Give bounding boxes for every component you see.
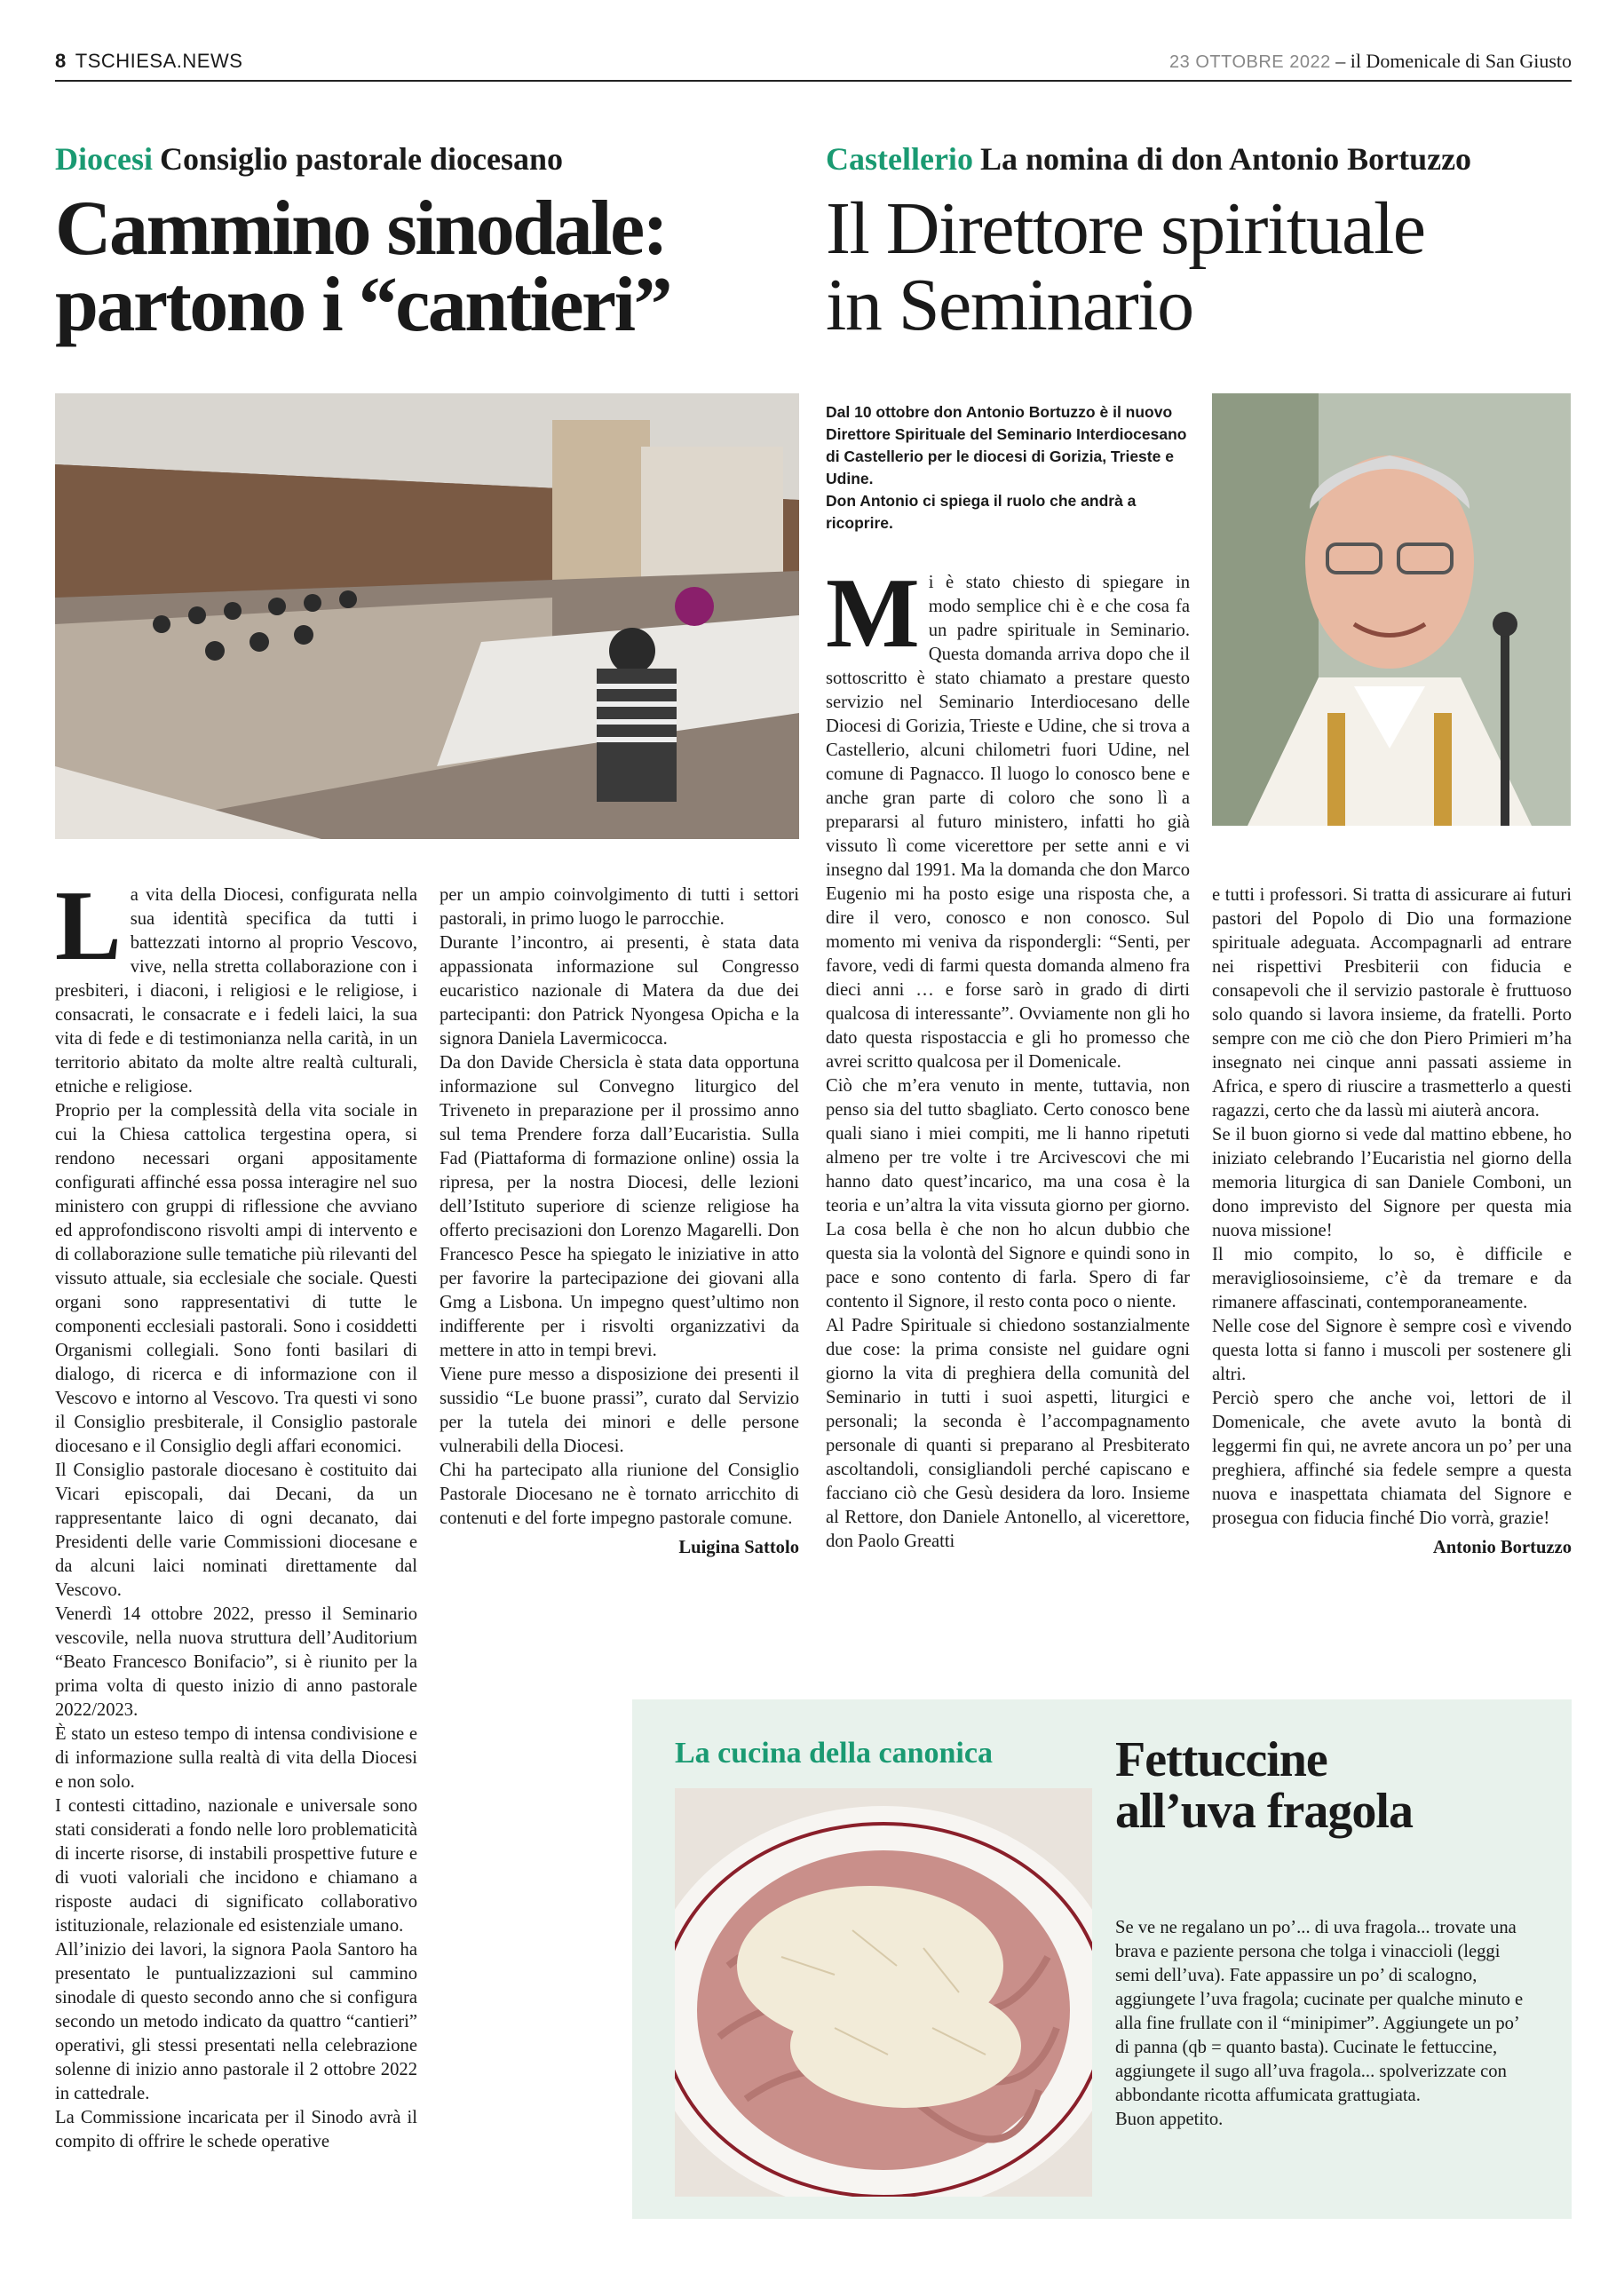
paragraph: Il mio compito, lo so, è difficile e meravigliosoinsieme, c’è da tremare e da rimanere affascinati, contemporaneamente. [1212,1245,1572,1312]
right-article-col1 [826,558,1190,1554]
right-article-col2 [1212,883,1572,1560]
right-dropcap: M [826,558,920,669]
recipe-closing: Buon appetito. [1115,2110,1224,2129]
left-kicker-text: Consiglio pastorale diocesano [159,141,563,177]
paragraph: È stato un esteso tempo di intensa condivisione e di informazione sulla realtà di vita della Diocesi e non solo. [55,1724,417,1792]
right-lead [826,401,1190,535]
paragraph: Viene pure messo a disposizione dei presenti il sussidio “Le buone prassi”, curato dal Servizio per la tutela dei minori e delle persone vulnerabili della Diocesi. [440,1365,799,1456]
header-left [55,50,242,73]
right-author: Antonio Bortuzzo [1432,1538,1572,1557]
recipe-paragraph: Se ve ne regalano un po’... di uva fragola... trovate una brava e paziente persona che tolga i vinaccioli (leggi semi dell’uva). Fate appassire un po’ di scalogno, aggiungete l’uva fragola; cucinate per qualche minuto e alla fine frullate con il “minipimer”. Aggiungete un po’ di panna (qb = quanto basta). Cucinate le fettuccine, aggiungete il sugo all’uva fragola... spolverizzate con abbondante ricotta affumicata grattugiata. [1115,1918,1524,2105]
paragraph: Durante l’incontro, ai presenti, è stata data appassionata informazione sul Congresso eucaristico nazionale di Matera da due dei partecipanti: don Patrick Nyongesa Opicha e la signora Daniela Lavermicocca. [440,933,799,1049]
pasta-photo [675,1788,1092,2197]
recipe-title-line2: all’uva fragola [1115,1783,1413,1839]
page-header [55,46,1572,82]
paragraph: Al Padre Spirituale si chiedono sostanzialmente due cose: la prima consiste nel guidare ogni giorno la vita di preghiera della comunità del Seminario in tutti i suoi aspetti, liturgici e personali; la seconda è l’accompagnamento personale di quanti si preparano al Presbiterato ascoltandoli, consigliandoli perché capiscano e facciano ciò che Gesù desidera da loro. Insieme al Rettore, don Daniele Antonello, al vicerettore, don Paolo Greatti [826,1316,1190,1551]
left-article-col2 [440,883,799,1560]
recipe-section-tag: La cucina della canonica [675,1737,993,1770]
page-number: 8 [55,50,67,72]
paragraph: per un ampio coinvolgimento di tutti i settori pastorali, in primo luogo le parrocchie. [440,885,799,929]
publication-name: – il Domenicale di San Giusto [1335,50,1572,72]
paragraph: Nelle cose del Signore è sempre così e vivendo questa lotta si fanno i muscoli per sostenere gli altri. [1212,1317,1572,1384]
right-kicker-text: La nomina di don Antonio Bortuzzo [979,141,1472,177]
left-headline [55,186,671,349]
recipe-title-line1: Fettuccine [1115,1732,1327,1787]
paragraph: a vita della Diocesi, configurata nella sua identità specifica da tutti i battezzati intorno al proprio Vescovo, vive, nella stretta collaborazione con i presbiteri, i diaconi, i religiosi e le religiose, i consacrati, le consacrate e i fedeli laici, la sua vita di fede e di testimonianza nella carità, in un territorio abitato da molte altre realtà culturali, etniche e religiose. [55,885,417,1097]
left-dropcap: L [55,871,122,981]
right-kicker [826,140,1471,178]
right-headline-line2: in Seminario [826,263,1193,346]
paragraph: I contesti cittadino, nazionale e universale sono stati considerati a fondo nelle loro problematicità di incerte risorse, di instabili prospettive future e di vuoti valoriali che incidono e chiamano a risposte audaci di significato collaborativo istituzionale, relazionale ed esistenziale umano. [55,1796,417,1936]
portrait-photo [1212,393,1571,826]
paragraph: All’inizio dei lavori, la signora Paola Santoro ha presentato le puntualizzazioni sul cammino sinodale di questo secondo anno che si configura secondo un metodo indicato da quattro “cantieri” operativi, gli stessi presentati nella celebrazione solenne di inizio anno pastorale il 2 ottobre 2022 in cattedrale. [55,1940,417,2103]
left-kicker-tag: Diocesi [55,141,153,177]
right-headline-line1: Il Direttore spirituale [826,187,1425,270]
paragraph: Perciò spero che anche voi, lettori de il Domenicale, che avete avuto la bontà di leggermi fin qui, ne avrete ancora un po’ per una preghiera, affinché sia fedele sempre a questa nuova e inaspettata chiamata del Signore e prosegua con fiducia finché Dio vorrà, grazie! [1212,1389,1572,1528]
lead-line1: Dal 10 ottobre don Antonio Bortuzzo è il nuovo Direttore Spirituale del Seminario Interdiocesano di Castellerio per le diocesi di Gorizia, Trieste e Udine. [826,403,1187,487]
paragraph: Da don Davide Chersicla è stata data opportuna informazione sul Convegno liturgico del Triveneto in preparazione per il prossimo anno sul tema Prendere forza dall’Eucaristia. Sulla Fad (Piattaforma di formazione online) ossia la ripresa, per la nostra Diocesi, delle lezioni dell’Istituto superiore di scienze religiose ha offerto precisazioni don Lorenzo Magarelli. Don Francesco Pesce ha spiegato le iniziative in atto per favorire la partecipazione dei giovani alla Gmg a Lisbona. Un impegno quest’ultimo non indifferente per i risvolti organizzativi da mettere in atto in tempi brevi. [440,1053,799,1360]
recipe-title [1115,1732,1413,1839]
site-name: TSCHIESA.NEWS [75,50,243,72]
paragraph: e tutti i professori. Si tratta di assicurare ai futuri pastori del Popolo di Dio una formazione spirituale adeguata. Accompagnarli ad entrare nei rispettivi Presbiterii con fiducia e consapevoli che il servizio pastorale è fruttuoso solo quando si lavora insieme, da fratelli. Porto sempre con me ciò che don Piero Primieri m’ha insegnato nei cinque anni passati assieme in Africa, e spero di riuscire a trasmetterlo a questi ragazzi, certo che da lassù mi aiuterà ancora. [1212,885,1572,1121]
left-headline-line2: partono i “cantieri” [55,262,671,349]
right-headline [826,187,1425,346]
paragraph: La Commissione incaricata per il Sinodo avrà il compito di offrire le schede operative [55,2108,417,2151]
left-article-col1 [55,871,417,2154]
header-right [1169,50,1572,73]
paragraph: i è stato chiesto di spiegare in modo semplice chi è e che cosa fa un padre spirituale in Seminario. Questa domanda arriva dopo che il sottoscritto è stato chiamato a prestare questo servizio nel Seminario Interdiocesano delle Diocesi di Gorizia, Trieste e Udine, che si trova a Castellerio, alcuni chilometri fuori Udine, nel comune di Pagnacco. Il luogo lo conosco bene e anche gran parte di coloro che sono lì a prepararsi al futuro ministero, infatti ho già vissuto lì come vicerettore per sette anni e vi insegno dal 1991. Ma la domanda che don Marco Eugenio mi ha posto esige una risposta che, a dire il vero, conosco e non conosco. Sul momento mi veniva da rispondergli: “Senti, per favore, vedi di farmi questa domanda almeno fra dieci anni … e forse sarò in grado di dirti qualcosa di interessante”. Ovviamente non gli ho dato questa rispostaccia e gli ho promesso che avrei scritto qualcosa per il Domenicale. [826,573,1190,1072]
right-kicker-tag: Castellerio [826,141,973,177]
paragraph: Ciò che m’era venuto in mente, tuttavia, non penso sia del tutto sbagliato. Certo conosco bene quali siano i miei compiti, me li hanno ripetuti almeno per tre volte i tre Arcivescovi che mi hanno dato quest’incarico, ma una cosa è la teoria e un’altra la vita vissuta giorno per giorno. La cosa bella è che non ho alcun dubbio che questa sia la volontà del Signore e quindi sono in pace e sono contento di farla. Spero di far contento il Signore, il resto conta poco o niente. [826,1076,1190,1311]
paragraph: Chi ha partecipato alla riunione del Consiglio Pastorale Diocesano ne è tornato arricchito di contenuti e del forte impegno pastorale comune. [440,1461,799,1528]
paragraph: Proprio per la complessità della vita sociale in cui la Chiesa cattolica tergestina opera, si rendono necessari organi appositamente configurati affinché essa possa interagire nel suo ministero con gruppi di riflessione che avviano ed approfondiscono risvolti ampi di intervento e di collaborazione sulle tematiche più rilevanti del vissuto attuale, sia ecclesiale che sociale. Questi organi sono rappresentativi di tutte le componenti ecclesiali pastorali. Sono i cosiddetti Organismi collegiali. Sono fonti basilari di dialogo, di ricerca e di informazione con il Vescovo e intorno al Vescovo. Tra questi vi sono il Consiglio presbiterale, il Consiglio pastorale diocesano e il Consiglio degli affari economici. [55,1101,417,1456]
left-author: Luigina Sattolo [678,1538,799,1557]
lead-line2: Don Antonio ci spiega il ruolo che andrà a ricoprire. [826,492,1137,532]
paragraph: Il Consiglio pastorale diocesano è costituito dai Vicari episcopali, dai Decani, da un rappresentante laico di ogni decanato, dai Presidenti delle varie Commissioni diocesane e da alcuni laici nominati direttamente dal Vescovo. [55,1461,417,1600]
paragraph: Se il buon giorno si vede dal mattino ebbene, ho iniziato celebrando l’Eucaristia nel giorno della memoria liturgica di san Daniele Comboni, un dono imprevisto del Signore per questa mia nuova missione! [1212,1125,1572,1240]
recipe-body [1115,1916,1533,2132]
issue-date: 23 OTTOBRE 2022 [1169,52,1331,72]
left-kicker [55,140,563,178]
recipe-box [632,1699,1572,2219]
auditorium-photo [55,393,799,839]
paragraph: Venerdì 14 ottobre 2022, presso il Seminario vescovile, nella nuova struttura dell’Auditorium “Beato Francesco Bonifacio”, si è riunito per la prima volta di questo inizio di anno pastorale 2022/2023. [55,1604,417,1720]
left-headline-line1: Cammino sinodale: [55,186,667,272]
